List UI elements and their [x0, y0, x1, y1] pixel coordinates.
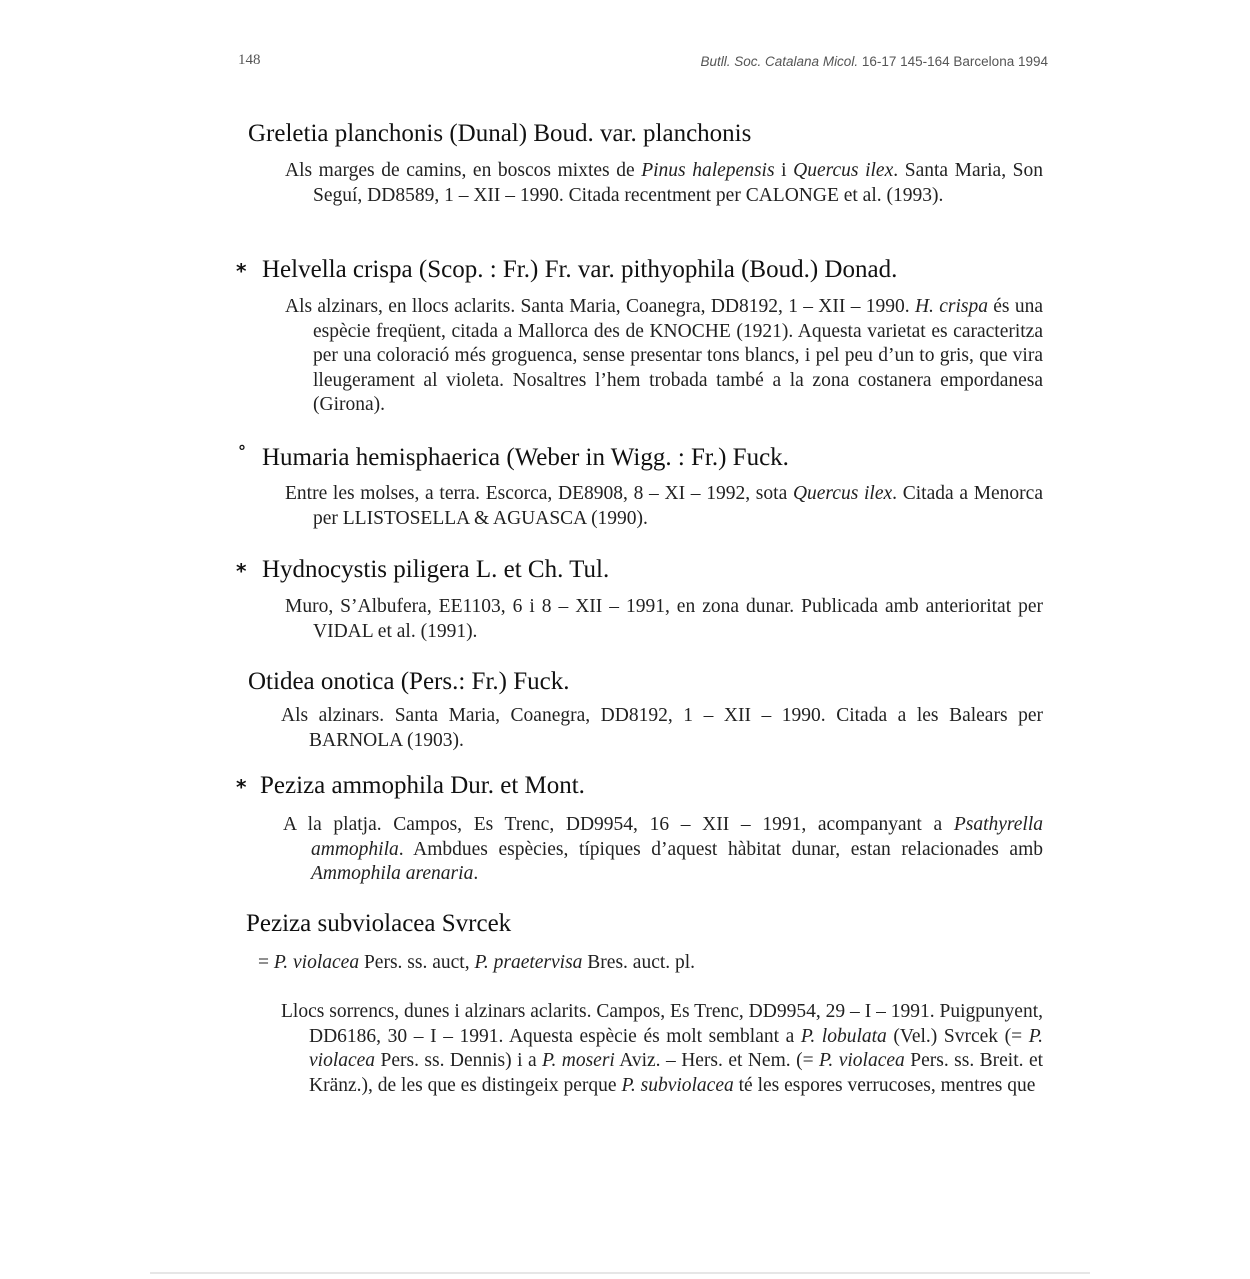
species-description: Als alzinars, en llocs aclarits. Santa Maria, Coanegra, DD8192, 1 – XII – 1990. H. crispa és una espècie freqüent, citada a Mallorca des de KNOCHE (1921). Aquesta varietat es caracteritza per una coloració més groguenca, sense presentar tons blancs, i pel peu d’un to gris, que vira lleugerament al violeta. Nosaltres l’hem trobada també a la zona costanera empordanesa (Girona).	[285, 296, 1043, 415]
species-title	[262, 555, 609, 585]
species-author: (Weber in Wigg. : Fr.) Fuck.	[506, 444, 789, 471]
species-name: Humaria hemisphaerica	[262, 444, 501, 471]
synonym-line: = P. violacea Pers. ss. auct, P. praetervisa Bres. auct. pl.	[258, 952, 696, 973]
species-title	[248, 667, 569, 697]
species-description: Als alzinars. Santa Maria, Coanegra, DD8192, 1 – XII – 1990. Citada a les Balears per BARNOLA (1903).	[281, 705, 1043, 751]
species-name: Otidea onotica	[248, 668, 395, 695]
species-name: Peziza subviolacea	[246, 910, 436, 937]
species-title	[262, 255, 897, 285]
species-name: Hydnocystis piligera	[262, 556, 470, 583]
species-author: L. et Ch. Tul.	[475, 556, 610, 583]
scan-edge-line	[150, 1272, 1090, 1274]
journal-name: Butll. Soc. Catalana Micol.	[700, 54, 859, 69]
species-description: Entre les molses, a terra. Escorca, DE8908, 8 – XI – 1992, sota Quercus ilex. Citada a Menorca per LLISTOSELLA & AGUASCA (1990).	[285, 483, 1043, 529]
journal-details: 16-17 145-164 Barcelona 1994	[861, 54, 1048, 69]
species-name: Helvella crispa	[262, 256, 413, 283]
species-description: Als marges de camins, en boscos mixtes de Pinus halepensis i Quercus ilex. Santa Maria, Son Seguí, DD8589, 1 – XII – 1990. Citada recentment per CALONGE et al. (1993).	[285, 160, 1044, 206]
species-title	[262, 443, 789, 473]
species-name: Greletia planchonis	[248, 120, 444, 147]
species-title	[246, 909, 511, 939]
species-author: (Dunal) Boud. var. planchonis	[449, 120, 752, 147]
new-record-asterisk: *	[236, 559, 247, 583]
species-author: Svrcek	[441, 910, 512, 937]
running-head	[701, 54, 1049, 69]
species-description: A la platja. Campos, Es Trenc, DD9954, 16 – XII – 1991, acompanyant a Psathyrella ammophila. Ambdues espècies, típiques d’aquest hàbitat dunar, estan relacionades amb Ammophila arenaria.	[283, 814, 1043, 884]
species-author: Dur. et Mont.	[450, 772, 585, 799]
species-description: Llocs sorrencs, dunes i alzinars aclarits. Campos, Es Trenc, DD9954, 29 – I – 1991. Puigpunyent, DD6186, 30 – I – 1991. Aquesta espècie és molt semblant a P. lobulata (Vel.) Svrcek (= P. violacea Pers. ss. Dennis) i a P. moseri Aviz. – Hers. et Nem. (= P. violacea Pers. ss. Breit. et Kränz.), de les que es distingeix perque P. subviolacea té les espores verrucoses, mentres que	[281, 1001, 1044, 1096]
species-author: (Pers.: Fr.) Fuck.	[400, 668, 570, 695]
new-record-asterisk: *	[236, 259, 247, 283]
species-author: (Scop. : Fr.) Fr. var. pithyophila (Boud.) Donad.	[418, 256, 898, 283]
new-record-asterisk: *	[236, 775, 247, 799]
species-title	[248, 119, 751, 149]
species-description: Muro, S’Albufera, EE1103, 6 i 8 – XII – 1991, en zona dunar. Publicada amb anterioritat per VIDAL et al. (1991).	[285, 596, 1043, 642]
page-number: 148	[238, 52, 261, 68]
degree-marker: °	[238, 442, 246, 461]
species-name: Peziza ammophila	[260, 772, 444, 799]
running-header	[238, 52, 1048, 76]
species-title	[260, 771, 585, 801]
